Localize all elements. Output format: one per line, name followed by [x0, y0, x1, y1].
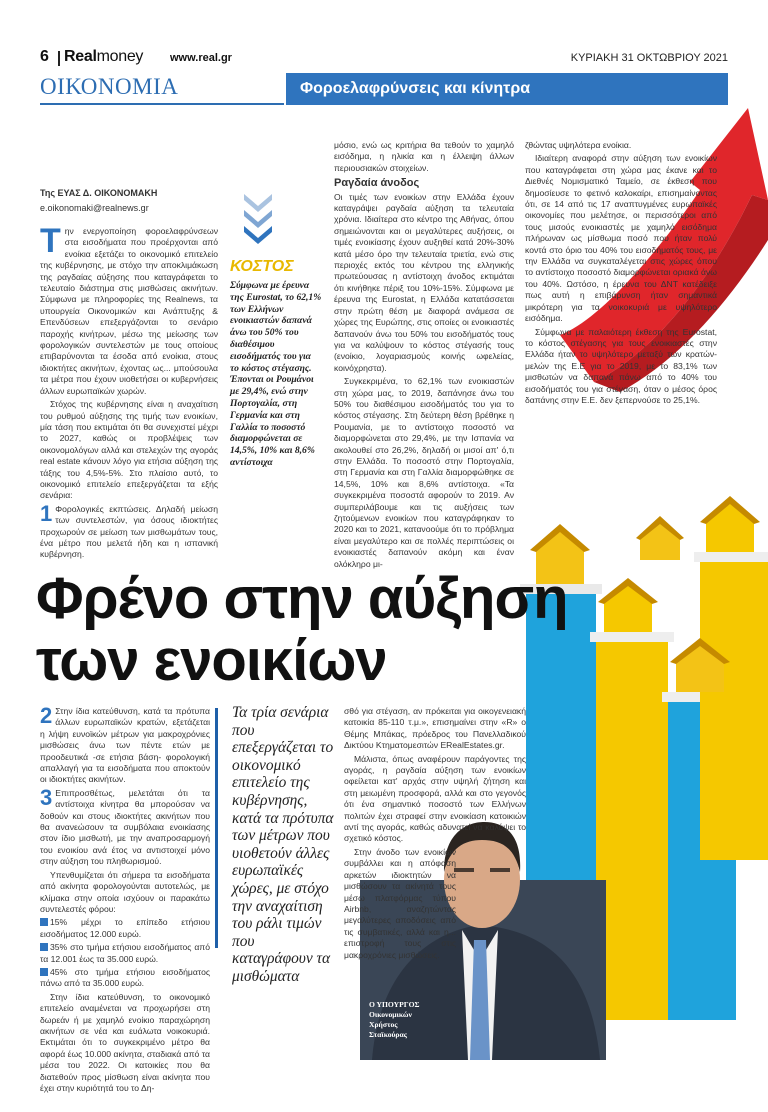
kostos-text: Σύμφωνα με έρευνα της Eurostat, το 62,1% των Ελλήνων ενοικιαστών δαπανά άνω του 50% του διαθέσιμου εισοδήματός του για το κόστος στέγασης. Έπονται οι Ρουμάνοι με 29,4%, ενώ στην Πορτογαλία, στη Γερμανία και στη Γαλλία το ποσοστό διαμορφώνεται σε 14,5%, 10% και 8,6% αντίστοιχα	[230, 280, 322, 468]
col6-paragraph-1: σθό για στέγαση, αν πρόκειται για οικογενειακή κατοικία 85-110 τ.μ.», επισημαίνει στην «R» ο Θέμης Μπάκας, πρόεδρος του Πανελλαδικού Δικτύου Κτηματομεσιτών ERealEstates.gr.	[344, 706, 526, 751]
brand-logo	[64, 48, 143, 66]
headline-line-1: Φρένο στην αύξηση	[36, 566, 568, 631]
author-byline: Της ΕΥΑΣ Δ. ΟΙΚΟΝΟΜΑΚΗ	[40, 188, 158, 198]
issue-date: ΚΥΡΙΑΚΗ 31 ΟΚΤΩΒΡΙΟΥ 2021	[570, 52, 728, 64]
section-bar	[40, 73, 728, 105]
article-column-1	[40, 222, 218, 563]
header-divider	[58, 51, 60, 66]
col3-paragraph-1: Οι τιμές των ενοικίων στην Ελλάδα έχουν καταγράψει ραγδαία αύξηση τα τελευταία χρόνια. Ιδιαίτερα στο κέντρο της Αθήνας, όπου σημειώνονται και οι μεγαλύτερες αυξήσεις, οι τιμές ενοικίασης έχουν αυξηθεί κατά 20%-30% κατά μέσο όρο την τελευταία τριετία, ενώ στις περιοχές εκτός του κέντρου της ελληνικής πρωτεύουσας η αντίστοιχη άνοδος εκτιμάται ότι κινήθηκε πέριξ του 10%-15%. Σύμφωνα με έρευνα της Eurostat, η Ελλάδα κατατάσσεται στην πρώτη θέση με διαφορά ανάμεσα σε χώρες της Ευρώπης, στις οποίες οι ενοικιαστές δαπανούν άνω του 50% του εισοδήματός τους για να καλύψουν το κόστος στέγασής τους (ενοίκιο, λογαριασμούς κοινής ωφελείας, κοινόχρηστα).	[334, 191, 514, 373]
col6-paragraph-3: Στην άνοδο των ενοικίων συμβάλλει και η απόφαση αρκετών ιδιοκτητών να μισθώσουν τα ακίνητά τους μέσω πλατφόρμας τύπου Airbnb, αναζητώντας μεγαλύτερες αποδόσεις από τις συμβατικές, αλλά και η... επιστροφή τους στις μακροχρόνιες μισθώσεις.	[344, 846, 456, 960]
col3-paragraph-0: μόσιο, ενώ ως κριτήρια θα τεθούν το χαμηλό εισόδημα, η ηλικία και η έλλειψη άλλων περιουσιακών στοιχείων.	[334, 140, 514, 173]
col5-paragraph-4: Στην ίδια κατεύθυνση, το οικονομικό επιτελείο αναμένεται να προχωρήσει στη δωρεάν ή με χαμηλό ενοίκιο παραχώρηση ακινήτων σε νέα και ευάλωτα νοικοκυριά. Εκτιμάται ότι το συγκεκριμένο μέτρο θα αφορά έως 10.000 ακίνητα, σταδιακά από τα μέσα του 2022. Οι κατοικίες που θα διατεθούν προς μίσθωση είναι ακίνητα που έχει στην κυριότητά του το Δη-	[40, 991, 210, 1093]
pullquote-rule	[215, 708, 218, 948]
page-number: 6	[40, 48, 49, 65]
section-name: ΟΙΚΟΝΟΜΙΑ	[40, 73, 284, 105]
col1-paragraph-1: ην ενεργοποίηση φοροελαφρύνσεων στα εισοδήματα που προέρχονται από ενοίκια εξετάζει το οικονομικό επιτελείο της κυβέρνησης, με στόχο την αποκλιμάκωση της ραγδαίας αύξησης που καταγράφεται το τελευταίο διάστημα στις μισθώσεις ακινήτων. Σύμφωνα με πληροφορίες της Realnews, τα υπουργεία Οικονομικών και Ανάπτυξης & Επενδύσεων επεξεργάζονται το σενάριο παροχής κινήτρων, μέσω της μείωσης των φορολογικών συντελεστών με τους οποίους επιβαρύνονται τα έσοδα από ενοίκια, στους ιδιοκτήτες ακινήτων, έχοντας ως... μπούσουλα τα μέτρα που έχουν υιοθετήσει οι κυβερνήσεις άλλων ευρωπαϊκών χωρών.	[40, 226, 218, 396]
scenario-number-1: 1	[40, 500, 53, 526]
photo-caption: Ο ΥΠΟΥΡΓΟΣ Οικονομικών Χρήστος Σταϊκούρας	[369, 1000, 420, 1039]
drop-cap: Τ	[40, 222, 61, 260]
down-chevron-icon	[244, 194, 272, 244]
pull-quote: Τα τρία σενάρια που επεξεργάζεται το οικονομικό επιτελείο της κυβέρνησης, κατά τα πρότυπα των μέτρων που υιοθετούν άλλες ευρωπαϊκές χώρες, με στόχο την αναχαίτιση του ράλι τιμών που καταγράφουν τα μισθώματα	[232, 704, 334, 985]
tax-bracket-2: 35% στο τμήμα ετήσιου εισοδήματος από τα 12.001 έως τα 35.000 ευρώ.	[40, 942, 210, 964]
col5-paragraph-3: Υπενθυμίζεται ότι σήμερα τα εισοδήματα από ακίνητα φορολογούνται αυτοτελώς, με κλίμακα στην οποία ισχύουν οι παρακάτω συντελεστές φόρου:	[40, 869, 210, 914]
scenario-number-2: 2	[40, 703, 53, 728]
brand-money: money	[96, 48, 144, 65]
kostos-label: ΚΟΣΤΟΣ	[230, 258, 294, 275]
col6-paragraph-2: Μάλιστα, όπως αναφέρουν παράγοντες της αγοράς, η ραγδαία αύξηση των ενοικίων οφείλεται κατ' αρχάς στην υψηλή ζήτηση και στη μειωμένη προσφορά, αλλά και στο γεγονός ότι ένα σημαντικό ποσοστό των Ελλήνων πολιτών έχει στραφεί στην ενοικίαση κατοικιών αντί της αγοράς, καθώς αδυνατεί να καλύψει το σχετικό κόστος.	[344, 753, 526, 844]
article-column-3	[334, 140, 514, 572]
brand-real: Real	[64, 48, 97, 65]
col5-paragraph-1: Στην ίδια κατεύθυνση, κατά τα πρότυπα άλλων ευρωπαϊκών κρατών, εξετάζεται η λήψη ευνοϊκών μέτρων για μακροχρόνιες μισθώσεις άνω των πέντε ετών με προοδευτικά -σε ετήσια βάση- φορολογική απαλλαγή για τα εισοδήματα που αποκτούν οι ιδιοκτήτες ακινήτων.	[40, 706, 210, 785]
author-email: e.oikonomaki@realnews.gr	[40, 203, 149, 213]
col1-paragraph-2: Στόχος της κυβέρνησης είναι η αναχαίτιση του ρυθμού αύξησης της τιμής των ενοικίων, μία τάση που εκτιμάται ότι θα συνεχιστεί μέχρι το 2027, καθώς οι προβλέψεις των οικονομολόγων αλλά και στελεχών της αγοράς real estate κάνουν λόγο για ετήσια αύξηση της τάξης του 4,5%-5%. Στο πλαίσιο αυτό, το οικονομικό επιτελείο επεξεργάζεται τα εξής σενάρια:	[40, 399, 218, 501]
col4-paragraph-1: Ιδιαίτερη αναφορά στην αύξηση των ενοικίων που καταγράφεται στη χώρα μας έκανε και το Διεθνές Νομισματικό Ταμείο, σε έκθεση που δημοσίευσε το φετινό καλοκαίρι, επισημαίνοντας ότι, σε 14 από τις 17 αναπτυγμένες ευρωπαϊκές οικονομίες που μελέτησε, οι περισσότεροι από τους μισούς ενοικιαστές με χαμηλό εισόδημα πλήρωναν ως μίσθωμα ποσό που ήταν πολύ κοντά στο όριο του 40% του εισοδήματός τους, με την Ελλάδα να συγκαταλέγεται στις χώρες όπου το αντίστοιχο ποσοστό διαμορφώνεται οριακά άνω του 40%. Ωστόσο, η έρευνα του ΔΝΤ κατέδειξε πως αυτή η επιβάρυνση ήταν σημαντικά μικρότερη για τα νοικοκυριά με υψηλότερο εισόδημα.	[525, 153, 717, 324]
subheading: Ραγδαία άνοδος	[334, 177, 420, 190]
col3-paragraph-2: Συγκεκριμένα, το 62,1% των ενοικιαστών στη χώρα μας, το 2019, δαπάνησε άνω του 50% του διαθέσιμου εισοδήματός του για το κόστος στέγασης. Στη δεύτερη θέση βρέθηκε η Ρουμανία, με το αντίστοιχο ποσοστό να διαμορφώνεται στο 29,4%, με την Ισπανία να ακολουθεί στο 26,2%, δηλαδή οι μισοί απ' ό,τι στην Ελλάδα. Το ποσοστό στην Πορτογαλία, στη Γερμανία και στη Γαλλία διαμορφώθηκε σε 14,5%, 10% και 8,6% αντίστοιχα. «Τα συγκεκριμένα ποσοστά αφορούν το 2019. Αν συμπεριλάβουμε και τις αυξήσεις των ζητούμενων ενοικίων που καταγράφηκαν το 2020 και το 2021, κατανοούμε ότι το πρόβλημα είναι μεγαλύτερο και σε πολλές περιπτώσεις οι ενοικιαστές δαπανούν ακόμη και έναν ολόκληρο μι-	[334, 376, 514, 569]
page-header	[40, 48, 728, 70]
headline	[36, 568, 568, 692]
col4-paragraph-0: ζθώντας υψηλότερα ενοίκια.	[525, 140, 632, 150]
bullet-icon	[40, 918, 48, 926]
col4-paragraph-2: Σύμφωνα με παλαιότερη έκθεση της Eurostat, το κόστος στέγασης για τους ενοικιαστές στην Ελλάδα ήταν το υψηλότερο μεταξύ των κρατών-μελών της Ε.Ε για το 2019, με το 83,1% των μισθωτών να δαπανά πάνω από το 40% του εισοδήματός του για στέγαση, όταν ο μέσος όρος δαπάνης στην Ε.Ε. δεν ξεπερνούσε το 25,1%.	[525, 326, 717, 405]
col5-paragraph-2: Επιπροσθέτως, μελετάται ότι τα αντίστοιχα κίνητρα θα μπορούσαν να δοθούν και στους ιδιοκτήτες ακινήτων που θα ανανεώσουν τα συμβόλαια ενοικίασης στον ίδιο μισθωτή, με την αναπροσαρμογή του ενοικίου ανά έτος να αντιστοιχεί μόνο στην αύξηση του πληθωρισμού.	[40, 787, 210, 867]
article-column-4	[525, 140, 717, 408]
header-url: www.real.gr	[170, 52, 232, 64]
tax-bracket-1: 15% μέχρι το επίπεδο ετήσιου εισοδήματος 12.000 ευρώ.	[40, 917, 210, 939]
article-column-6	[344, 706, 526, 963]
scenario-number-3: 3	[40, 784, 53, 810]
section-topic: Φοροελαφρύνσεις και κίνητρα	[286, 73, 728, 105]
headline-line-2: των ενοικίων	[36, 628, 387, 693]
article-column-5	[40, 703, 210, 1096]
bullet-icon	[40, 943, 48, 951]
bullet-icon	[40, 968, 48, 976]
tax-bracket-3: 45% στο τμήμα ετήσιου εισοδήματος πάνω από τα 35.000 ευρώ.	[40, 966, 210, 989]
col1-paragraph-3: Φορολογικές εκπτώσεις. Δηλαδή μείωση των συντελεστών, για όσους ιδιοκτήτες προχωρούν σε μείωση των μισθωμάτων τους, ένα μέτρο που μελετά ήδη και η ισπανική κυβέρνηση.	[40, 503, 218, 560]
